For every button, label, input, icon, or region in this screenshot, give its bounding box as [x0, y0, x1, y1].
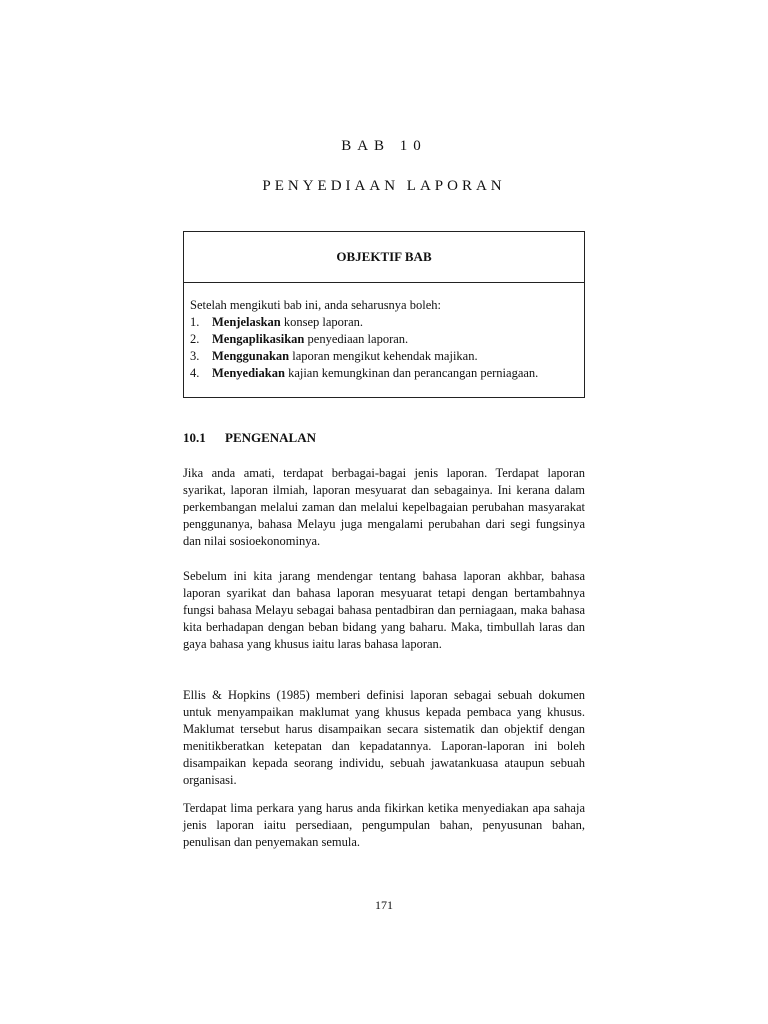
chapter-number: BAB 10 [341, 138, 427, 154]
objective-rest: laporan mengikut kehendak majikan. [289, 349, 478, 363]
paragraph-3: Ellis & Hopkins (1985) memberi definisi laporan sebagai sebuah dokumen untuk menyampaikan maklumat yang khusus kepada pembaca yang khusus. Maklumat tersebut harus disampaikan secara sistematik dan objektif dengan menitikberatkan ketepatan dan kepadatannya. Laporan-laporan ini boleh disampaikan kepada seorang individu, sebuah jawatankuasa ataupun sebuah organisasi. [183, 688, 585, 787]
objective-number: 2. [190, 332, 200, 346]
section-heading [183, 430, 316, 446]
objective-item-1 [190, 314, 578, 331]
objective-item-3 [190, 348, 578, 365]
objective-rest: konsep laporan. [280, 315, 364, 329]
page-number: 171 [375, 898, 393, 912]
objective-rest: penyediaan laporan. [304, 332, 409, 346]
chapter-title: PENYEDIAAN LAPORAN [262, 178, 506, 194]
objectives-body [184, 283, 584, 382]
objective-number: 4. [190, 366, 200, 380]
objective-verb: Mengaplikasikan [212, 332, 305, 346]
objective-text [212, 314, 363, 331]
paragraph-1: Jika anda amati, terdapat berbagai-bagai jenis laporan. Terdapat laporan syarikat, laporan ilmiah, laporan mesyuarat dan sebagainya. Ini kerana dalam perkembangan melalui zaman dan melalui kepelbagaian perubahan masyarakat penggunanya, bahasa Melayu juga mengalami perubahan dari segi fungsinya dan nilai sosioekonominya. [183, 466, 585, 548]
objective-text [212, 365, 538, 382]
objective-text [212, 331, 408, 348]
section-number: 10.1 [183, 430, 206, 445]
objective-verb: Menyediakan [212, 366, 285, 380]
objective-item-4 [190, 365, 578, 382]
objective-verb: Menjelaskan [212, 315, 281, 329]
objective-verb: Menggunakan [212, 349, 290, 363]
objective-rest: kajian kemungkinan dan perancangan perniagaan. [284, 366, 539, 380]
paragraph-2: Sebelum ini kita jarang mendengar tentang bahasa laporan akhbar, bahasa laporan syarikat dan bahasa laporan mesyuarat tetapi dengan bertambahnya fungsi bahasa Melayu sebagai bahasa pentadbiran dan perniagaan, maka bahasa kita berhadapan dengan beban bidang yang baharu. Maka, timbullah laras dan gaya bahasa yang khusus iaitu laras bahasa laporan. [183, 569, 585, 651]
objective-number: 3. [190, 349, 200, 363]
objectives-intro: Setelah mengikuti bab ini, anda seharusnya boleh: [190, 298, 441, 312]
objective-number: 1. [190, 315, 200, 329]
objective-item-2 [190, 331, 578, 348]
objectives-box [183, 231, 585, 398]
objective-text [212, 348, 478, 365]
section-title: PENGENALAN [225, 430, 317, 445]
objectives-heading: OBJEKTIF BAB [184, 232, 584, 283]
paragraph-4: Terdapat lima perkara yang harus anda fikirkan ketika menyediakan apa sahaja jenis laporan iaitu persediaan, pengumpulan bahan, penyusunan bahan, penulisan dan penyemakan semula. [183, 801, 585, 849]
